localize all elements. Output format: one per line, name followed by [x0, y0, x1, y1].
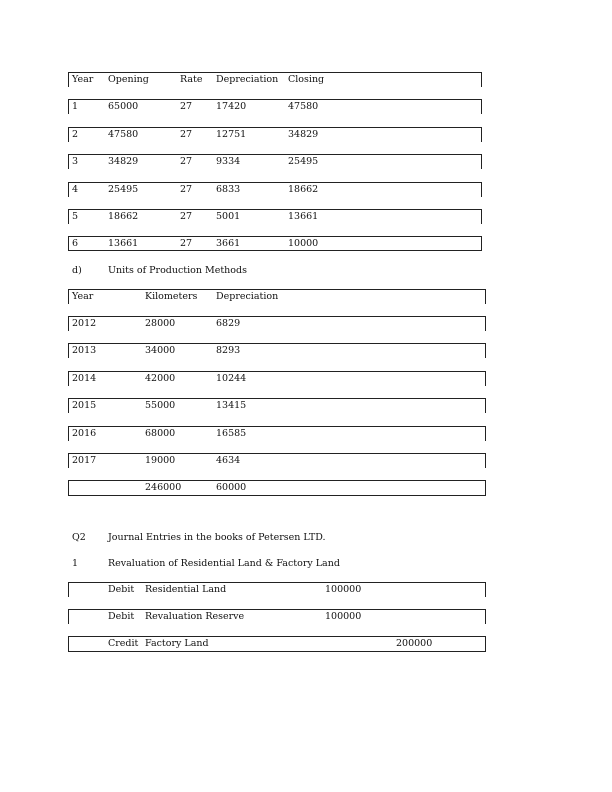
header-opening: Opening	[108, 74, 149, 85]
row-closing: 25495	[288, 156, 319, 167]
row-year: 3	[72, 156, 79, 167]
row-year: 1	[72, 101, 79, 112]
header-depreciation: Depreciation	[216, 74, 279, 85]
row-rate: 27	[180, 156, 193, 167]
entry-title: Revaluation of Residential Land & Factory Land	[108, 558, 340, 569]
journal-side: Debit	[108, 584, 135, 595]
row-kilometers: 55000	[145, 400, 176, 411]
row-closing: 34829	[288, 129, 319, 140]
header-depreciation: Depreciation	[216, 291, 279, 302]
journal-account: Factory Land	[145, 638, 209, 649]
row-depreciation: 6833	[216, 184, 241, 195]
row-year: 2017	[72, 455, 97, 466]
row-kilometers: 34000	[145, 345, 176, 356]
section-label: d)	[72, 265, 82, 276]
row-rate: 27	[180, 184, 193, 195]
row-depreciation: 3661	[216, 238, 241, 249]
journal-row	[68, 609, 486, 624]
row-kilometers: 68000	[145, 428, 176, 439]
table-row	[68, 154, 482, 169]
table-row	[68, 236, 482, 251]
journal-debit: 100000	[325, 611, 362, 622]
row-closing: 47580	[288, 101, 319, 112]
section-title: Units of Production Methods	[108, 265, 247, 276]
row-rate: 27	[180, 238, 193, 249]
journal-row	[68, 636, 486, 652]
row-year: 2016	[72, 428, 97, 439]
total-kilometers: 246000	[145, 482, 182, 493]
row-year: 2014	[72, 373, 97, 384]
row-opening: 18662	[108, 211, 139, 222]
units-header-row	[68, 289, 486, 304]
row-opening: 34829	[108, 156, 139, 167]
journal-debit: 100000	[325, 584, 362, 595]
row-year: 2	[72, 129, 79, 140]
row-year: 5	[72, 211, 79, 222]
row-kilometers: 28000	[145, 318, 176, 329]
row-closing: 10000	[288, 238, 319, 249]
table-row	[68, 426, 486, 441]
row-kilometers: 42000	[145, 373, 176, 384]
row-depreciation: 10244	[216, 373, 247, 384]
row-opening: 25495	[108, 184, 139, 195]
row-depreciation: 5001	[216, 211, 241, 222]
entry-label: 1	[72, 558, 79, 569]
header-kilometers: Kilometers	[145, 291, 198, 302]
row-opening: 65000	[108, 101, 139, 112]
journal-account: Revaluation Reserve	[145, 611, 245, 622]
header-rate: Rate	[180, 74, 203, 85]
row-depreciation: 4634	[216, 455, 241, 466]
row-rate: 27	[180, 129, 193, 140]
question-label: Q2	[72, 532, 86, 543]
header-closing: Closing	[288, 74, 325, 85]
journal-credit: 200000	[396, 638, 433, 649]
table-row	[68, 99, 482, 114]
row-depreciation: 16585	[216, 428, 247, 439]
journal-row	[68, 582, 486, 597]
row-depreciation: 6829	[216, 318, 241, 329]
row-depreciation: 12751	[216, 129, 247, 140]
table-row	[68, 127, 482, 142]
table-row	[68, 343, 486, 358]
table-row	[68, 453, 486, 468]
total-depreciation: 60000	[216, 482, 247, 493]
row-year: 2012	[72, 318, 97, 329]
header-year: Year	[72, 74, 94, 85]
table-row	[68, 182, 482, 197]
row-opening: 13661	[108, 238, 139, 249]
row-year: 6	[72, 238, 79, 249]
depreciation-header-row	[68, 72, 482, 87]
row-depreciation: 13415	[216, 400, 247, 411]
row-opening: 47580	[108, 129, 139, 140]
row-year: 4	[72, 184, 79, 195]
row-year: 2013	[72, 345, 97, 356]
journal-account: Residential Land	[145, 584, 227, 595]
total-row	[68, 480, 486, 496]
row-closing: 18662	[288, 184, 319, 195]
row-depreciation: 9334	[216, 156, 241, 167]
header-year: Year	[72, 291, 94, 302]
table-row	[68, 209, 482, 224]
row-year: 2015	[72, 400, 97, 411]
row-depreciation: 8293	[216, 345, 241, 356]
journal-side: Credit	[108, 638, 139, 649]
row-rate: 27	[180, 211, 193, 222]
table-row	[68, 316, 486, 331]
question-title: Journal Entries in the books of Petersen LTD.	[108, 532, 326, 543]
table-row	[68, 371, 486, 386]
journal-side: Debit	[108, 611, 135, 622]
row-depreciation: 17420	[216, 101, 247, 112]
row-closing: 13661	[288, 211, 319, 222]
row-kilometers: 19000	[145, 455, 176, 466]
table-row	[68, 398, 486, 413]
row-rate: 27	[180, 101, 193, 112]
